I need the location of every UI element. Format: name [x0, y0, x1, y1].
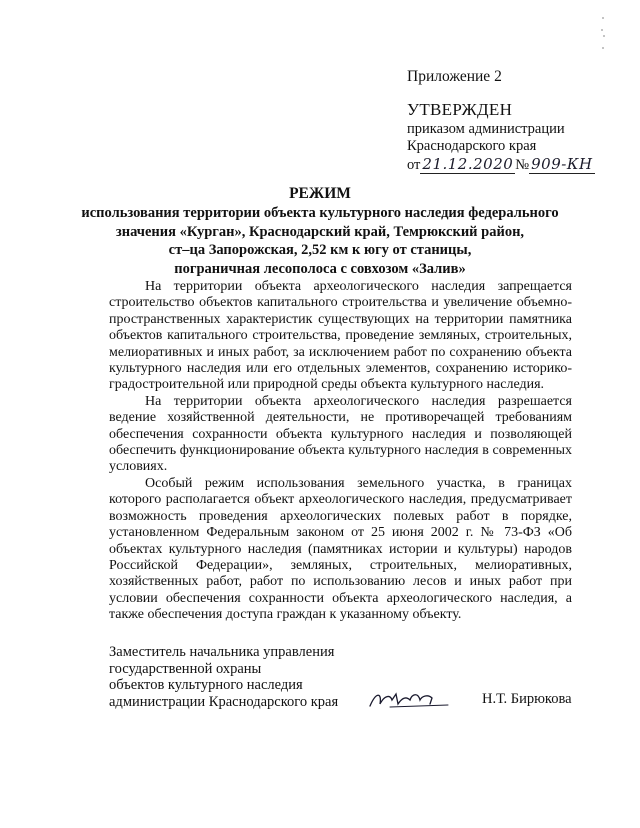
handwritten-number: 909-КН	[531, 155, 593, 173]
document-title: РЕЖИМ	[289, 185, 351, 202]
document-body	[109, 279, 572, 624]
scan-edge-marks	[598, 14, 608, 54]
approval-line-1: приказом администрации	[407, 121, 565, 137]
appendix-label: Приложение 2	[407, 68, 502, 85]
signer-title-line-4: администрации Краснодарского края	[109, 693, 339, 710]
signer-title-line-3: объектов культурного наследия	[109, 677, 303, 693]
title-block	[40, 185, 600, 278]
title-line-2: значения «Курган», Краснодарский край, Темрюкский район,	[115, 223, 525, 240]
approval-block	[407, 100, 595, 174]
paragraph-2: На территории объекта археологического наследия разрешается ведение хозяйственной деятельности, не противоречащей требованиям обеспечения сохранности объекта культурного наследия и позволяющей обеспечить функционирование объекта культурного наследия в современных условиях.	[109, 393, 572, 475]
approval-date-line	[407, 155, 595, 174]
title-line-4: пограничная лесополоса с совхозом «Залив»	[174, 260, 466, 277]
handwritten-signature	[366, 686, 456, 712]
approval-line-2: Краснодарского края	[407, 138, 537, 154]
title-line-1: использования территории объекта культурного наследия федерального	[81, 205, 559, 221]
signer-name: Н.Т. Бирюкова	[482, 691, 572, 707]
handwritten-date: 21.12.2020	[422, 155, 514, 173]
paragraph-1: На территории объекта археологического наследия запрещается строительство объектов капитального строительства и увеличение объемно-пространственных характеристик существующих на территории памятника объектов капитального строительства, проведение земляных, строительных, мелиоративных и иных работ, за исключением работ по сохранению объекта культурного наследия или его отдельных элементов, сохранению историко-градостроительной или природной среды объекта культурного наследия.	[109, 279, 572, 393]
date-prefix: от	[407, 157, 421, 173]
signature-block	[109, 644, 338, 710]
paragraph-3: Особый режим использования земельного участка, в границах которого располагается объект археологического наследия, предусматривает возможность проведения археологических полевых работ в порядке, установленном Федеральным законом от 25 июня 2002 г. № 73-ФЗ «Об объектах культурного наследия (памятниках истории и культуры) народов Российской Федерации», земляных, строительных, мелиоративных, хозяйственных работ, работ по использованию лесов и иных работ при условии обеспечения сохранности объекта археологического наследия, а также обеспечения доступа граждан к указанному объекту.	[109, 475, 572, 623]
signer-title-line-1: Заместитель начальника управления	[109, 644, 335, 660]
number-prefix: №	[515, 157, 530, 173]
title-line-3: ст–ца Запорожская, 2,52 км к югу от станицы,	[168, 242, 472, 258]
approved-heading: УТВЕРЖДЕН	[407, 100, 513, 119]
signer-title-line-2: государственной охраны	[109, 660, 262, 677]
